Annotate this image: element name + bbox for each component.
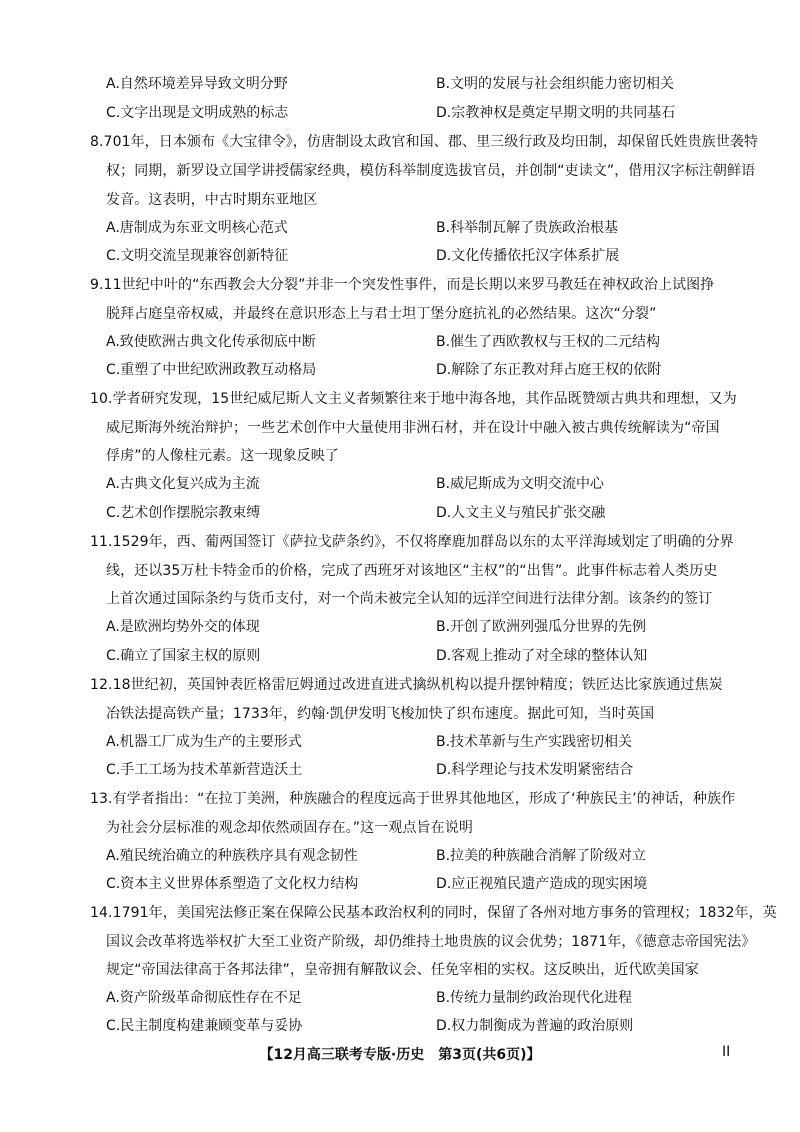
- q10-stem-line-2: 威尼斯海外统治辩护；一些艺术创作中大量使用非洲石材，并在设计中融入被古典传统解读为“帝国: [106, 420, 720, 436]
- q8-stem-line-1: 8.701年，日本颁布《大宝律令》，仿唐制设太政官和国、郡、里三级行政及均田制，却保留氏姓贵族世袭特: [90, 134, 759, 150]
- q8-stem-line-2: 权；同期，新罗设立国学讲授儒家经典，模仿科举制度选拔官员，并创制“吏读文”，借用汉字标注朝鲜语: [106, 163, 756, 179]
- q8-option-a: A.唐制成为东亚文明核心范式: [106, 220, 288, 236]
- q12-option-a: A.机器工厂成为生产的主要形式: [106, 734, 302, 750]
- q7-option-c: C.文字出现是文明成熟的标志: [106, 105, 289, 121]
- q12-stem-line-1: 12.18世纪初，英国钟表匠格雷厄姆通过改进直进式擒纵机构以提升摆钟精度；铁匠达比家族通过焦炭: [90, 677, 723, 693]
- q13-option-c: C.资本主义世界体系塑造了文化权力结构: [106, 876, 359, 892]
- q10-stem-line-3: 俘虏”的人像柱元素。这一现象反映了: [106, 448, 339, 464]
- q11-option-b: B.开创了欧洲列强瓜分世界的先例: [436, 619, 647, 635]
- q11-stem-line-2: 线，还以35万杜卡特金币的价格，完成了西班牙对该地区“主权”的“出售”。此事件标志着人类历史: [106, 563, 718, 579]
- q14-stem-line-3: 规定“帝国法律高于各邦法律”，皇帝拥有解散议会、任免宰相的实权。这反映出，近代欧美国家: [106, 962, 699, 978]
- q14-stem-line-1: 14.1791年，美国宪法修正案在保障公民基本政治权利的同时，保留了各州对地方事务的管理权；1832年，英: [90, 905, 777, 921]
- page-footer: 【12月高三联考专版·历史 第3页(共6页)】: [259, 1047, 541, 1063]
- q8-option-c: C.文明交流呈现兼容创新特征: [106, 248, 289, 264]
- q9-option-b: B.催生了西欧教权与王权的二元结构: [436, 334, 661, 350]
- q13-stem-line-2: 为社会分层标准的观念却依然顽固存在。”这一观点旨在说明: [106, 820, 473, 836]
- q14-stem-line-2: 国议会改革将选举权扩大至工业资产阶级，却仍维持土地贵族的议会优势；1871年，《德意志帝国宪法》: [106, 934, 756, 950]
- q12-option-c: C.手工工场为技术革新营造沃土: [106, 762, 303, 778]
- q8-stem-line-3: 发音。这表明，中古时期东亚地区: [106, 192, 318, 208]
- q9-stem-line-1: 9.11世纪中叶的“东西教会大分裂”并非一个突发性事件，而是长期以来罗马教廷在神权政治上试图挣: [90, 277, 715, 293]
- q11-option-a: A.是欧洲均势外交的体现: [106, 619, 260, 635]
- q11-option-d: D.客观上推动了对全球的整体认知: [436, 648, 648, 664]
- q10-option-d: D.人文主义与殖民扩张交融: [436, 505, 606, 521]
- q11-stem-line-1: 11.1529年，西、葡两国签订《萨拉戈萨条约》，不仅将摩鹿加群岛以东的太平洋海域划定了明确的分界: [90, 534, 734, 550]
- q7-option-d: D.宗教神权是奠定早期文明的共同基石: [436, 105, 676, 121]
- q7-option-b: B.文明的发展与社会组织能力密切相关: [436, 76, 675, 92]
- q10-stem-line-1: 10.学者研究发现，15世纪威尼斯人文主义者频繁往来于地中海各地，其作品既赞颂古典共和理想，又为: [90, 391, 737, 407]
- q10-option-b: B.威尼斯成为文明交流中心: [436, 476, 605, 492]
- q9-option-d: D.解除了东正教对拜占庭王权的依附: [436, 362, 662, 378]
- q9-stem-line-2: 脱拜占庭皇帝权威，并最终在意识形态上与君士坦丁堡分庭抗礼的必然结果。这次“分裂”: [106, 306, 657, 322]
- q12-stem-line-2: 冶铁法提高铁产量；1733年，约翰·凯伊发明飞梭加快了织布速度。据此可知，当时英国: [106, 706, 655, 722]
- q14-option-b: B.传统力量制约政治现代化进程: [436, 990, 633, 1006]
- page-mark: II: [722, 1044, 731, 1060]
- q12-option-d: D.科学理论与技术发明紧密结合: [436, 762, 634, 778]
- q13-stem-line-1: 13.有学者指出：“在拉丁美洲，种族融合的程度远高于世界其他地区，形成了‘种族民主’的神话，种族作: [90, 791, 736, 807]
- q12-option-b: B.技术革新与生产实践密切相关: [436, 734, 633, 750]
- q9-option-a: A.致使欧洲古典文化传承彻底中断: [106, 334, 316, 350]
- q11-option-c: C.确立了国家主权的原则: [106, 648, 261, 664]
- q8-option-b: B.科举制瓦解了贵族政治根基: [436, 220, 619, 236]
- q9-option-c: C.重塑了中世纪欧洲政教互动格局: [106, 362, 317, 378]
- q7-option-a: A.自然环境差异导致文明分野: [106, 76, 288, 92]
- q10-option-c: C.艺术创作摆脱宗教束缚: [106, 505, 261, 521]
- q13-option-d: D.应正视殖民遗产造成的现实困境: [436, 876, 648, 892]
- q11-stem-line-3: 上首次通过国际条约与货币支付，对一个尚未被完全认知的远洋空间进行法律分割。该条约的签订: [106, 591, 713, 607]
- q13-option-b: B.拉美的种族融合消解了阶级对立: [436, 848, 647, 864]
- q14-option-d: D.权力制衡成为普遍的政治原则: [436, 1018, 634, 1034]
- q8-option-d: D.文化传播依托汉字体系扩展: [436, 248, 620, 264]
- q14-option-a: A.资产阶级革命彻底性存在不足: [106, 990, 302, 1006]
- q14-option-c: C.民主制度构建兼顾变革与妥协: [106, 1018, 303, 1034]
- q10-option-a: A.古典文化复兴成为主流: [106, 476, 260, 492]
- q13-option-a: A.殖民统治确立的种族秩序具有观念韧性: [106, 848, 358, 864]
